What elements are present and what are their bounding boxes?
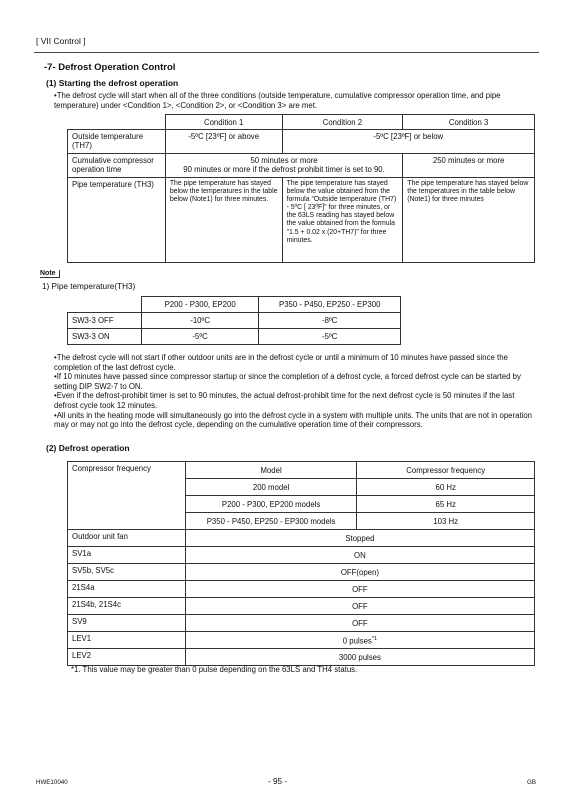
table-row bbox=[68, 130, 535, 154]
row-label: Outdoor unit fan bbox=[68, 530, 186, 547]
bullet-item: •The defrost cycle will not start if other outdoor units are in the defrost cycle or until a minimum of 10 minutes have passed since the completion of the last defrost cycle. bbox=[54, 353, 508, 372]
table-cell: -5ºC [23ºF] or below bbox=[282, 130, 534, 154]
table-row bbox=[68, 564, 535, 581]
table-cell: -5ºC bbox=[259, 329, 401, 345]
row-label: Outside temperature (TH7) bbox=[68, 130, 166, 154]
cell-value: 0 pulses bbox=[342, 636, 372, 646]
row-label: LEV2 bbox=[68, 649, 186, 666]
footnote: *1. This value may be greater than 0 pulse depending on the 63LS and TH4 status. bbox=[71, 665, 358, 674]
table-cell: Stopped bbox=[185, 530, 534, 547]
column-header: P350 - P450, EP250 - EP300 bbox=[259, 297, 401, 313]
row-label: SV5b, SV5c bbox=[68, 564, 186, 581]
column-header: Compressor frequency bbox=[357, 462, 535, 479]
table-cell: OFF bbox=[185, 598, 534, 615]
table-cell: -5ºC [23ºF] or above bbox=[165, 130, 282, 154]
table-cell: -10ºC bbox=[141, 313, 259, 329]
table-cell: 65 Hz bbox=[357, 496, 535, 513]
table-cell: 3000 pulses bbox=[185, 649, 534, 666]
column-header: Condition 3 bbox=[403, 115, 535, 130]
column-header: P200 - P300, EP200 bbox=[141, 297, 259, 313]
empty-cell bbox=[68, 115, 166, 130]
table-cell: OFF(open) bbox=[185, 564, 534, 581]
column-header: Condition 2 bbox=[282, 115, 403, 130]
section-title: -7- Defrost Operation Control bbox=[44, 62, 176, 73]
table-cell: The pipe temperature has stayed below the value obtained from the formula "Outside temperature (TH7) - 5ºC [ 23ºF]" for three minutes, or the 63LS reading has stayed below the value obtained from the formula "1.5 + 0.02 x (20+TH7)" for three minutes. bbox=[282, 178, 403, 263]
cell-line: 90 minutes or more if the defrost prohibit timer is set to 90. bbox=[183, 165, 385, 174]
bullet-item: •Even if the defrost-prohibit timer is set to 90 minutes, the actual defrost-prohibit time for the next defrost cycle is 50 minutes if the last defrost cycle took 12 minutes. bbox=[54, 391, 515, 410]
table-cell: 250 minutes or more bbox=[403, 154, 535, 178]
bullet-item: •If 10 minutes have passed since compressor startup or since the completion of a defrost cycle, a forced defrost cycle can be started by setting DIP SW2-7 to ON. bbox=[54, 372, 521, 391]
region-code: GB bbox=[527, 779, 536, 786]
subsection-title-2: (2) Defrost operation bbox=[46, 443, 130, 453]
note-item: 1) Pipe temperature(TH3) bbox=[42, 282, 136, 291]
table-row bbox=[68, 530, 535, 547]
table-row bbox=[68, 632, 535, 649]
row-label: 21S4b, 21S4c bbox=[68, 598, 186, 615]
page-number: - 95 - bbox=[268, 777, 288, 786]
table-row bbox=[68, 178, 535, 263]
column-header: Condition 1 bbox=[165, 115, 282, 130]
bullet-item: •All units in the heating mode will simultaneously go into the defrost cycle in a system with multiple units. The units that are not in operation may or may not go into the defrost cycle, depending on the cumulative operation time of their compressors. bbox=[54, 410, 533, 430]
table-row bbox=[68, 547, 535, 564]
note-label: Note bbox=[40, 270, 60, 278]
row-label: LEV1 bbox=[68, 632, 186, 649]
table-cell bbox=[185, 632, 534, 649]
table-row bbox=[68, 615, 535, 632]
table-cell: P350 - P450, EP250 - EP300 models bbox=[185, 513, 357, 530]
table-row bbox=[68, 649, 535, 666]
row-label: Compressor frequency bbox=[68, 462, 186, 530]
table-row bbox=[68, 329, 401, 345]
row-label: SW3-3 OFF bbox=[68, 313, 142, 329]
table-row bbox=[68, 154, 535, 178]
table-cell: -8ºC bbox=[259, 313, 401, 329]
table-cell: 60 Hz bbox=[357, 479, 535, 496]
header-rule bbox=[34, 52, 539, 53]
empty-cell bbox=[68, 297, 142, 313]
table-cell: ON bbox=[185, 547, 534, 564]
footnote-marker: *1 bbox=[371, 635, 378, 642]
chapter-header: [ VII Control ] bbox=[36, 36, 86, 46]
table-row bbox=[68, 313, 401, 329]
subsection-title-1: (1) Starting the defrost operation bbox=[46, 78, 179, 88]
doc-code: HWE10040 bbox=[36, 779, 68, 786]
table-row bbox=[68, 115, 535, 130]
cell-line: 50 minutes or more bbox=[250, 156, 318, 165]
column-header: Model bbox=[185, 462, 357, 479]
table-cell: The pipe temperature has stayed below the temperatures in the table below (Note1) for three minutes bbox=[403, 178, 535, 263]
defrost-operation-table bbox=[67, 461, 535, 666]
table-cell: OFF bbox=[185, 581, 534, 598]
row-label: SW3-3 ON bbox=[68, 329, 142, 345]
table-cell: The pipe temperature has stayed below the temperatures in the table below (Note1) for three minutes. bbox=[165, 178, 282, 263]
table-row bbox=[68, 297, 401, 313]
row-label: Cumulative compressor operation time bbox=[68, 154, 166, 178]
intro-text: •The defrost cycle will start when all of the three conditions (outside temperature, cumulative compressor operation time, and pipe temperature) under <Condition 1>, <Condition 2>, or <Condition 3> are met. bbox=[54, 91, 501, 110]
table-cell: -5ºC bbox=[141, 329, 259, 345]
table-row bbox=[68, 598, 535, 615]
table-cell bbox=[165, 154, 402, 178]
table-cell: 200 model bbox=[185, 479, 357, 496]
table-cell: 103 Hz bbox=[357, 513, 535, 530]
row-label: SV1a bbox=[68, 547, 186, 564]
table-cell: P200 - P300, EP200 models bbox=[185, 496, 357, 513]
condition-table bbox=[67, 114, 535, 263]
row-label: SV9 bbox=[68, 615, 186, 632]
bullet-list bbox=[54, 353, 538, 430]
row-label: 21S4a bbox=[68, 581, 186, 598]
table-cell: OFF bbox=[185, 615, 534, 632]
table-row bbox=[68, 581, 535, 598]
row-label: Pipe temperature (TH3) bbox=[68, 178, 166, 263]
pipe-temperature-table bbox=[67, 296, 401, 345]
table-row bbox=[68, 462, 535, 479]
